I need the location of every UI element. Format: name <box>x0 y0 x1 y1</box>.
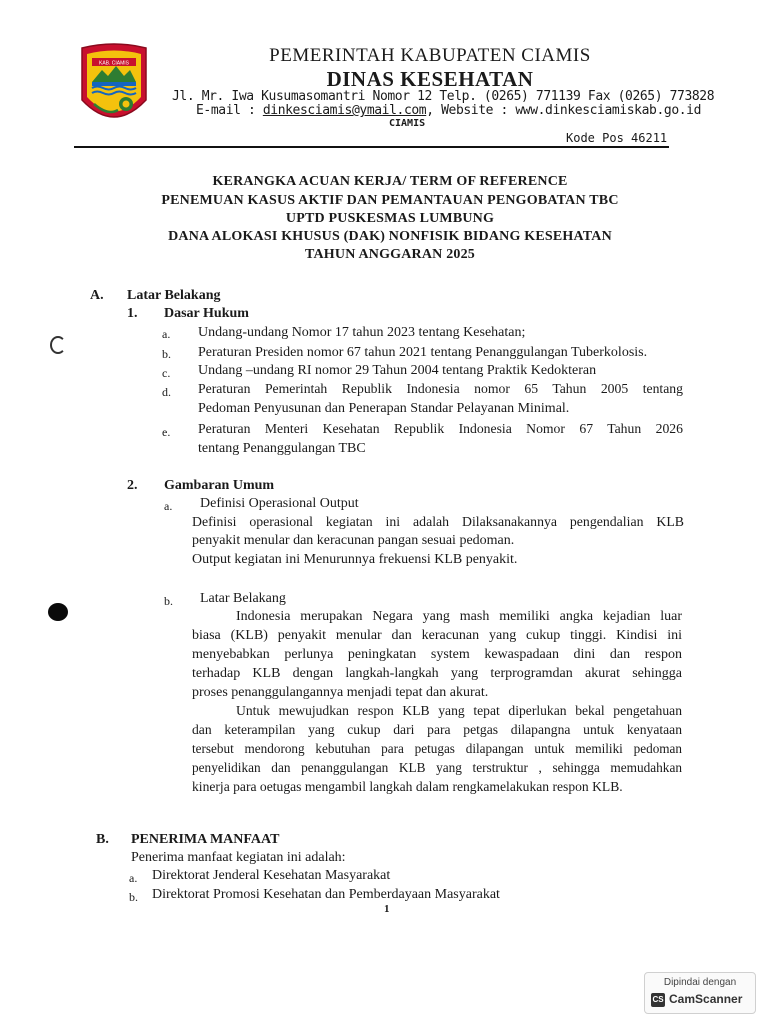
letterhead-city: CIAMIS <box>389 118 426 129</box>
scan-mark <box>50 336 66 354</box>
page-number: 1 <box>384 903 390 915</box>
output-definition-line-3: Output kegiatan ini Menurunnya frekuensi KLB penyakit. <box>192 552 518 567</box>
watermark-app-name: CamScanner <box>669 992 743 1006</box>
sub1-marker: 1. <box>127 306 138 321</box>
background-para2-line-4: penyelidikan dan penanggulangan KLB yang terstruktur , sehingga memudahkan <box>192 760 682 775</box>
background-para2-line-5: kinerja para oetugas mengambil langkah dalam rengkamelakukan respon KLB. <box>192 779 623 794</box>
letterhead-divider <box>74 146 669 148</box>
sub2-marker: 2. <box>127 478 138 493</box>
sub2-item-b-marker: b. <box>164 594 173 608</box>
email-link[interactable]: dinkesciamis@ymail.com <box>262 103 427 118</box>
sub2-item-b-heading: Latar Belakang <box>200 591 286 606</box>
email-label: E-mail : <box>196 103 263 118</box>
legal-item-d-marker: d. <box>162 385 171 399</box>
background-para2-line-3: tersebut mendorong kebutuhan para petugas dilapangan untuk memiliki pedoman <box>192 741 682 756</box>
doc-title-line-2: PENEMUAN KASUS AKTIF DAN PEMANTAUAN PENGOBATAN TBC <box>161 193 619 208</box>
svg-text:KAB. CIAMIS: KAB. CIAMIS <box>98 60 130 67</box>
legal-item-e-marker: e. <box>162 425 171 439</box>
background-para2-line-1: Untuk mewujudkan respon KLB yang tepat diperlukan bekal pengetahuan <box>236 703 682 718</box>
background-para1-line-3: menyebabkan perlunya peningkatan system kewaspadaan dini dan respon <box>192 647 682 662</box>
output-definition-line-2: penyakit menular dan keracunan pangan sesuai pedoman. <box>192 533 515 548</box>
beneficiary-b: Direktorat Promosi Kesehatan dan Pemberdayaan Masyarakat <box>152 887 500 902</box>
camscanner-watermark <box>644 972 756 1014</box>
legal-item-d-line-2: Pedoman Penyusunan dan Penerapan Standar Pelayanan Minimal. <box>198 401 570 416</box>
legal-item-b-marker: b. <box>162 347 171 361</box>
beneficiary-b-marker: b. <box>129 890 138 904</box>
letterhead-department: DINAS KESEHATAN <box>326 67 534 91</box>
beneficiary-a: Direktorat Jenderal Kesehatan Masyarakat <box>152 868 391 883</box>
sub1-heading: Dasar Hukum <box>164 306 249 321</box>
letterhead-government: PEMERINTAH KABUPATEN CIAMIS <box>269 45 591 66</box>
background-para1-line-4: terhadap KLB dengan langkah-langkah yang terprogramdan akurat sehingga <box>192 666 682 681</box>
section-a-heading: Latar Belakang <box>127 288 221 303</box>
website-text: , Website : www.dinkesciamiskab.go.id <box>426 103 702 118</box>
punch-hole <box>48 603 68 621</box>
section-b-marker: B. <box>96 832 109 847</box>
section-b-heading: PENERIMA MANFAAT <box>131 832 280 847</box>
background-para2-line-2: dan keterampilan yang cukup dari para petgas dilapangna untuk kenyataan <box>192 722 682 737</box>
doc-title-line-3: UPTD PUSKESMAS LUMBUNG <box>285 211 495 226</box>
legal-item-b: Peraturan Presiden nomor 67 tahun 2021 tentang Penanggulangan Tuberkolosis. <box>198 345 648 360</box>
legal-item-d-line-1: Peraturan Pemerintah Republik Indonesia nomor 65 Tahun 2005 tentang <box>198 381 683 396</box>
legal-item-a: Undang-undang Nomor 17 tahun 2023 tentang Kesehatan; <box>198 325 526 340</box>
legal-item-c: Undang –undang RI nomor 29 Tahun 2004 tentang Praktik Kedokteran <box>198 363 597 378</box>
background-para1-line-5: proses penanggulangannya menjadi tepat dan akurat. <box>192 685 489 700</box>
sub2-item-a-marker: a. <box>164 499 173 513</box>
section-b-intro: Penerima manfaat kegiatan ini adalah: <box>131 850 346 865</box>
sub2-item-a-heading: Definisi Operasional Output <box>200 496 359 511</box>
doc-title-line-4: DANA ALOKASI KHUSUS (DAK) NONFISIK BIDANG KESEHATAN <box>168 229 612 244</box>
letterhead-postal-code: Kode Pos 46211 <box>566 131 668 145</box>
background-para1-line-2: biasa (KLB) penyakit menular dan keracunan yang cukup tinggi. Kindisi ini <box>192 628 682 643</box>
background-para1-line-1: Indonesia merupakan Negara yang mash memiliki angka kejadian luar <box>236 609 682 624</box>
output-definition-line-1: Definisi operasional kegiatan ini adalah Dilaksanakannya pengendalian KLB <box>192 514 684 529</box>
doc-title-line-5: TAHUN ANGGARAN 2025 <box>305 247 475 262</box>
legal-item-e-line-1: Peraturan Menteri Kesehatan Republik Indonesia Nomor 67 Tahun 2026 <box>198 421 683 436</box>
watermark-caption: Dipindai dengan <box>663 977 737 988</box>
camscanner-icon: CS <box>651 993 665 1007</box>
section-a-marker: A. <box>90 288 104 303</box>
legal-item-e-line-2: tentang Penanggulangan TBC <box>198 441 366 456</box>
beneficiary-a-marker: a. <box>129 871 138 885</box>
letterhead-address: Jl. Mr. Iwa Kusumasomantri Nomor 12 Telp. (0265) 771139 Fax (0265) 773828 <box>172 89 715 104</box>
ciamis-regency-emblem <box>78 42 150 132</box>
legal-item-c-marker: c. <box>162 366 171 380</box>
doc-title-line-1: KERANGKA ACUAN KERJA/ TERM OF REFERENCE <box>212 174 568 189</box>
legal-item-a-marker: a. <box>162 327 171 341</box>
letterhead-contact-line <box>196 103 701 118</box>
sub2-heading: Gambaran Umum <box>164 478 275 493</box>
